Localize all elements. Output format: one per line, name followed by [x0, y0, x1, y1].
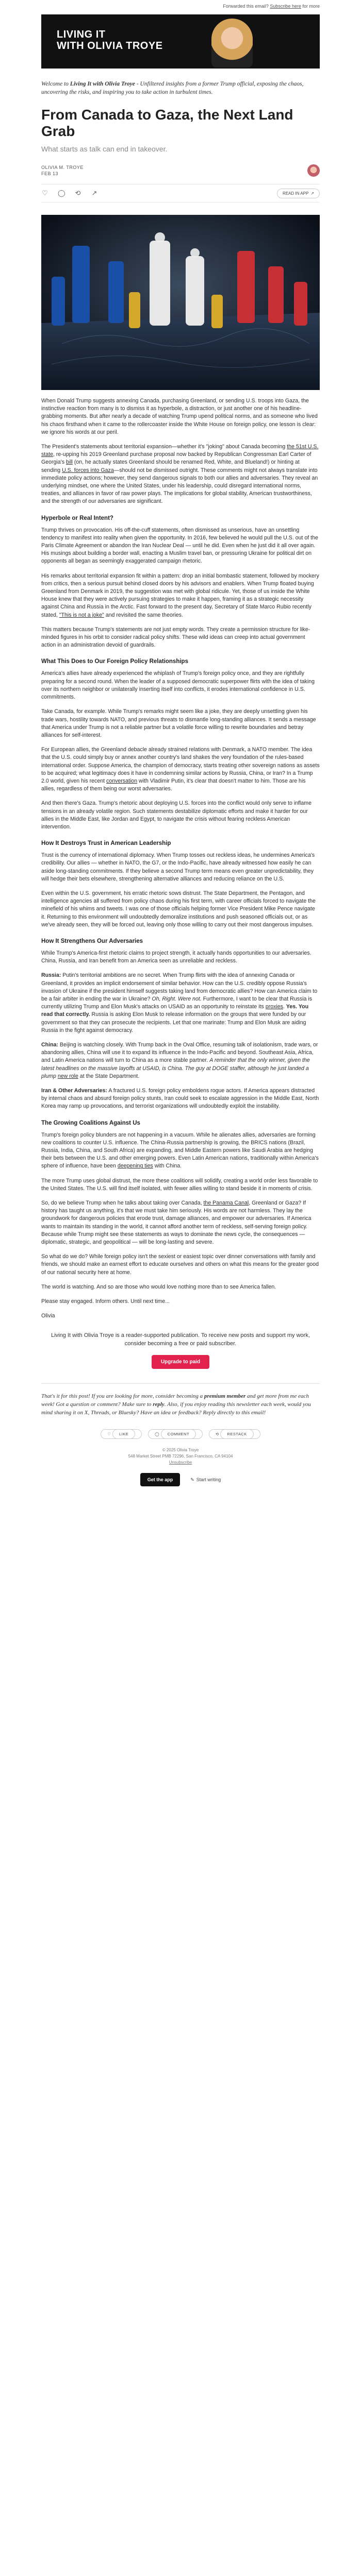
paragraph-16 [41, 1131, 320, 1171]
copyright-line: © 2025 Olivia Troye [162, 1448, 199, 1453]
subscribe-link[interactable]: Subscribe here [270, 4, 301, 9]
cta-text: Living It with Olivia Troye is a reader-supported publication. To receive new posts and support my work, consider becoming a free or paid subscriber. [51, 1332, 310, 1347]
outro-reply: reply [153, 1401, 165, 1408]
pen-icon: ✎ [190, 1477, 194, 1482]
chess-map-illustration [41, 215, 320, 390]
get-app-button[interactable]: Get the app [140, 1473, 180, 1486]
post-title[interactable]: From Canada to Gaza, the Next Land Grab [41, 107, 293, 139]
author-row [41, 164, 320, 177]
heading-coalitions: The Growing Coalitions Against Us [41, 1120, 140, 1126]
like-button[interactable]: ♡ LIKE [101, 1429, 142, 1439]
paragraph-4 [41, 572, 320, 619]
address-line [41, 1453, 320, 1460]
unsubscribe-link[interactable]: Unsubscribe [169, 1460, 192, 1465]
banner-title [57, 29, 163, 52]
restack-button[interactable]: ⟲ RESTACK [209, 1429, 260, 1439]
restack-icon[interactable]: ⟲ [75, 189, 81, 197]
iran-lead: Iran & Other Adversaries: [41, 1088, 107, 1094]
forwarded-tail: for more [302, 4, 320, 9]
p4-text-b: and revisited the same theories. [104, 612, 183, 618]
heading-hyperbole: Hyperbole or Real Intent? [41, 515, 113, 521]
restack-label: RESTACK [220, 1429, 253, 1439]
p18-text-b: , Greenland or Gaza? If history has taught us anything, it's that we must take him seriously. His words are not harmless. They lay the groundwork for dangerous policies that erode trust, damage alliances, and empower our adversaries. If America wants to maintain its standing in the world, it cannot afford another term of reckless, self-serving foreign policy. Because while Trump might see these statements as ways to dominate the news cycle, the consequences — diplomatic, strategic, and geopolitical — will be long-lasting and severe. [41, 1200, 311, 1246]
paragraph-7: Take Canada, for example. While Trump's remarks might seem like a joke, they are deeply unsettling given his trade wars, hostility towards NATO, and previous threats to dismantle long-standing alliances. It sends a message that America under Trump is not a reliable partner but a volatile force willing to rewrite boundaries and betray alliances for self-interest. [41, 708, 316, 738]
app-bar [41, 1473, 320, 1486]
paragraph-china [41, 1041, 320, 1080]
intro-text [41, 80, 320, 96]
china-text-b: at the State Department. [78, 1073, 140, 1079]
comment-label: COMMENT [161, 1429, 196, 1439]
footer-actions [41, 1429, 320, 1439]
paragraph-3: Trump thrives on provocation. His off-the-cuff statements, often dismissed as unserious, have an unsettling tendency to manifest into reality when given the opportunity. In 2016, few believed he would pull the U.S. out of the Paris Climate Agreement or abandon the Iran Nuclear Deal — until he did. Even when he just did it all over again. His musings about building a border wall, enacting a Muslim travel ban, or pressuring Ukraine for political dirt on opponents all began as seemingly exaggerated campaign rhetoric. [41, 527, 318, 565]
post-container [41, 80, 320, 1486]
copyright [41, 1447, 320, 1466]
hero-image [41, 215, 320, 390]
russia-text-a: Putin's territorial ambitions are no secret. When Trump flirts with the idea of annexing Canada or Greenland, it provides an implicit endorsement of similar behavior. How can the U.S. credibly oppose Russia's invasion of Ukraine if the president himself suggests taking land from democratic allies? How can America claim to be a fair arbiter in ending the war in Ukraine? [41, 972, 318, 1002]
read-in-app-button[interactable] [277, 189, 320, 198]
author-info [41, 164, 84, 177]
upgrade-button[interactable]: Upgrade to paid [152, 1355, 209, 1369]
paragraph-21: Please stay engaged. Inform others. Until next time... [41, 1298, 170, 1305]
post-actions [41, 184, 320, 202]
start-writing-link[interactable] [190, 1477, 221, 1483]
russia-lead: Russia: [41, 972, 61, 979]
comment-button[interactable]: ◯ COMMENT [148, 1429, 203, 1439]
link-51st-state[interactable]: the 51st U.S. state [41, 444, 319, 458]
p4-text-a: His remarks about territorial expansion fit within a pattern: drop an initial bombastic statement, followed by mockery from critics, then a serious pursuit behind closed doors by his advisors and enablers. When Trump floated buying Greenland from Denmark in 2019, the suggestion was met with global ridicule. Yet, those of us inside the White House knew that they were actively pursuing strategies to make it happen, framing it as a strategic necessity against China and Russia in the Arctic. Fast forward to the present day, Secretary of State Marco Rubio recently stated, [41, 572, 319, 618]
link-panama-canal[interactable]: the Panama Canal [203, 1200, 249, 1207]
post-subtitle: What starts as talk can end in takeover. [41, 145, 168, 153]
p2-text-d: —should not be dismissed outright. These comments might not always translate into immediate policy actions; however, they send dangerous signals to both our allies and adversaries. They reveal an underlying mindset, one where the United States, under his leadership, could disregard international norms, treaties, and alliances in favor of raw power plays. The implications for global stability, American trustworthiness, and the strength of our adversaries are significant. [41, 467, 318, 505]
russia-bold: Yes. You read that correctly. [41, 1004, 309, 1018]
p16-text-a: Trump's foreign policy blunders are not happening in a vacuum. While he alienates allies, adversaries are forming new coalitions to counter U.S. influence. The China-Russia partnership is growing, the BRICS nations (Brazil, Russia, India, China, and South Africa) are expanding, and Middle Eastern powers like Saudi Arabia are hedging their bets between the U.S. and other emerging powers. Even Latin American nations, traditionally within America's sphere of influence, have been [41, 1131, 319, 1170]
heading-adversaries: How It Strengthens Our Adversaries [41, 938, 143, 944]
heading-trust: How It Destroys Trust in American Leadership [41, 840, 171, 847]
outro-text [41, 1392, 320, 1417]
paragraph-18 [41, 1199, 320, 1246]
outro-premium: premium member [204, 1393, 246, 1400]
paragraph-6: America's allies have already experienced the whiplash of Trump's foreign policy once, and they are rightfully preparing for a second round. When the leader of a supposed democratic superpower flirts with the idea of taking over its northern neighbor or unilaterally inserting itself into conflicts, it erodes international confidence in U.S. commitments. [41, 670, 315, 701]
paragraph-20: The world is watching. And so are those who would love nothing more than to see America fallen. [41, 1283, 276, 1290]
link-conversation[interactable]: conversation [106, 777, 138, 784]
china-text-a: Beijing is watching closely. With Trump back in the Oval Office, resuming talk of isolationism, trade wars, or abandoning allies, China will use it to expand its influence in the Indo-Pacific and beyond. Southeast Asia, Africa, and Latin America nations will turn to China as a more stable partner. [41, 1042, 318, 1064]
paragraph-8 [41, 746, 320, 793]
banner-portrait [211, 19, 253, 67]
heart-icon[interactable]: ♡ [42, 189, 48, 197]
paragraph-12: While Trump's America-first rhetoric claims to project strength, it actually hands opportunities to our adversaries. China, Russia, and Iran benefit from an America seen as unreliable and reckless. [41, 950, 311, 964]
p2-text-b: , re-upping his 2019 Greenland purchase proposal now backed by Republican Congressman Earl Carter of Georgia's [41, 451, 311, 466]
post-date: FEB 13 [41, 171, 59, 176]
divider [41, 1383, 320, 1384]
paragraph-10: Trust is the currency of international diplomacy. When Trump tosses out reckless ideas, he undermines America's credibility. Our allies — whether in NATO, the G7, or the Indo-Pacific, have already witnessed how easily he can aside long-standing commitments. If they believe a second Trump term means even greater unpredictability, they will hedge their bets elsewhere, strengthening alternative alliances and reducing reliance on the U.S. [41, 852, 315, 882]
banner-line-1: LIVING IT [57, 29, 106, 40]
china-lead: China: [41, 1042, 58, 1048]
newsletter-banner [41, 14, 320, 69]
p2-text-c: on, he actually states Greenland should be renamed Red, White, and Blueland!) or hinting at sending [41, 459, 300, 473]
paragraph-19: So what do we do? While foreign policy isn't the sexiest or easiest topic over dinner conversations with family and friends, we should make an earnest effort to educate ourselves and others on what this means for the greater good of our national security here at home. [41, 1253, 319, 1276]
heading-relationships: What This Does to Our Foreign Policy Relationships [41, 658, 188, 665]
russia-text-d: Russia is asking Elon Musk to release information on the groups that were funded by our government so that they can prosecute the recipients. Let that one marinate: Trump and Elon Musk are aiding Russia in the fight against democracy. [41, 1011, 306, 1033]
p8-text-b: with Vladimir Putin, it's clear that doesn't matter to him. Those are his allies, regardless of them being our worst adversaries. [41, 777, 306, 792]
start-writing-label: Start writing [196, 1477, 221, 1483]
action-icons [41, 190, 98, 197]
russia-text-b: Furthermore, I want to be clear that Russia is currently utilizing Trump and Elon Musk's attacks on USAID as an opportunity to reinstate its [41, 995, 313, 1010]
comment-icon[interactable]: ◯ [58, 189, 65, 197]
share-icon[interactable]: ↗ [91, 189, 97, 197]
paragraph-11: Even within the U.S. government, his erratic rhetoric sows distrust. The State Department, the Pentagon, and intelligence agencies all suffered from policy chaos during his first term, with career officials forced to navigate the minefield of his whims and tweets. I was one of those officials helping former Vice President Mike Pence navigate it. Returning to this environment will undoubtedly demoralize institutions and push seasoned officials out, or as we've already seen, they will be forced out, leaving only those willing to carry out their most dangerous impulses. [41, 890, 316, 928]
external-link-icon: ↗ [310, 191, 314, 196]
china-aside: A reminder that the only winner, given the latest headlines on the massive layoffs at USAID, is China. The guy at DOGE staffer, although he just landed a plump [41, 1057, 310, 1079]
forward-notice [41, 0, 320, 12]
link-proxies[interactable]: proxies [265, 1004, 283, 1010]
link-forces-gaza[interactable]: U.S. forces into Gaza [62, 467, 114, 473]
link-not-a-joke[interactable]: "This is not a joke" [59, 612, 104, 618]
outro-a: That's it for this post! If you are looking for more, consider becoming a [41, 1393, 204, 1400]
link-new-role[interactable]: new role [57, 1073, 78, 1079]
intro-pre: Welcome to [41, 81, 70, 87]
signature: Olivia [41, 1313, 55, 1319]
outro-c: and get more from me each week! Got a question or comment? Make sure to [41, 1393, 309, 1408]
address-text: 548 Market Street PMB 72296, San Francisco, CA 94104 [128, 1454, 233, 1459]
russia-aside: Oh, Right. Were not. [152, 995, 202, 1002]
outro-d: . Also, if you enjoy reading this newsletter each week, would you mind sharing it on X, Threads, or Bluesky? Have an idea or feedback? Reply directly to this email! [41, 1401, 311, 1416]
p16-text-b: with China. [153, 1163, 182, 1170]
paragraph-17: The more Trump uses global distrust, the more these coalitions will solidify, creating a world order less favorable to the United States. The U.S. will find itself isolated, with fewer allies willing to stand beside it in moments of crisis. [41, 1177, 318, 1192]
paragraph-russia [41, 972, 320, 1035]
paragraph-5: This matters because Trump's statements are not just empty words. They create a permission structure for like-minded figures in his orbit to consider radical policy shifts. These wild ideas can creep into actual government action in an administration devoid of guardrails. [41, 626, 310, 649]
link-bill[interactable]: bill [65, 459, 73, 466]
paragraph-2: The President's statements about territorial expansion—whether it's "joking" about Canada becoming the 51st U.S. state, re-upping his 2019 Greenland purchase proposal now backed by Republican Congressman Earl Carter of Georgia's bill (on, he actually states Greenland should be renamed Red, White, and Blueland!) or hinting at sending U.S. forces into Gaza—should not be dismissed outright. These comments might not always translate into immediate policy actions; however, they send dangerous signals to both our allies and adversaries. They reveal an underlying mindset, one where the United States, under his leadership, could disregard international norms, treaties, and alliances in favor of raw power plays. The implications for global stability, American trustworthiness, and the strength of our adversaries are significant. [41, 444, 319, 505]
read-in-app-label: READ IN APP [283, 191, 309, 196]
paragraph-iran [41, 1087, 320, 1111]
intro-name: Living It with Olivia Troye [70, 81, 135, 87]
paragraph-9: And then there's Gaza. Trump's rhetoric about deploying U.S. forces into the conflict would only serve to inflame tensions in an already volatile region. Such statements destabilize diplomatic efforts and make it harder for our allies in the Middle East, like Jordan and Egypt, to navigate the crisis without fearing reckless American intervention. [41, 800, 311, 830]
forwarded-text: Forwarded this email? [223, 4, 269, 9]
iran-text: A fractured U.S. foreign policy emboldens rogue actors. If America appears distracted by internal chaos and absurd foreign policy stunts, Iran could seek to escalate aggression in the Middle East, North Korea may ramp up provocations, and terrorist organizations will undoubtedly exploit the instability. [41, 1088, 319, 1110]
link-deepening-ties[interactable]: deepening ties [117, 1163, 153, 1170]
russia-text-c: . [283, 1004, 286, 1010]
p18-text-a: So, do we believe Trump when he talks about taking over Canada, [41, 1200, 204, 1207]
paragraph-1: When Donald Trump suggests annexing Canada, purchasing Greenland, or sending U.S. troops into Gaza, the instinctive reaction from many is to dismiss it as hyperbole, a distraction, or just another one of his headline-grabbing moments. But after nearly a decade of watching Trump upend political norms, and as someone who lived his chaos firsthand when it came to the rollercoaster inside the White House on foreign policy, one lesson is clear: we ignore his words at our peril. [41, 398, 318, 435]
unsubscribe-line [41, 1460, 320, 1466]
banner-line-2: WITH OLIVIA TROYE [57, 40, 163, 52]
p8-text-a: For European allies, the Greenland debacle already strained relations with Denmark, a NATO member. The idea that the U.S. could simply buy or annex another country's land shakes the very foundation of the rules-based international order. Suppose America, the champion of democracy, starts treating other sovereign nations as assets to be acquired; what legitimacy does it have in condemning similar actions by Russia, China, or Iran? In a Trump 2.0 world, given his recent [41, 747, 320, 784]
like-label: LIKE [112, 1429, 135, 1439]
author-name[interactable]: OLIVIA M. TROYE [41, 165, 84, 170]
subscribe-cta [41, 1331, 320, 1369]
avatar[interactable] [307, 164, 320, 177]
intro-post: - Unfiltered insights from a former Trump official, exposing the chaos, uncovering the risks, and inspiring you to take action in turbulent times. [41, 81, 304, 95]
p2-text-a: The President's statements about territorial expansion—whether it's "joking" about Canada becoming [41, 444, 287, 450]
